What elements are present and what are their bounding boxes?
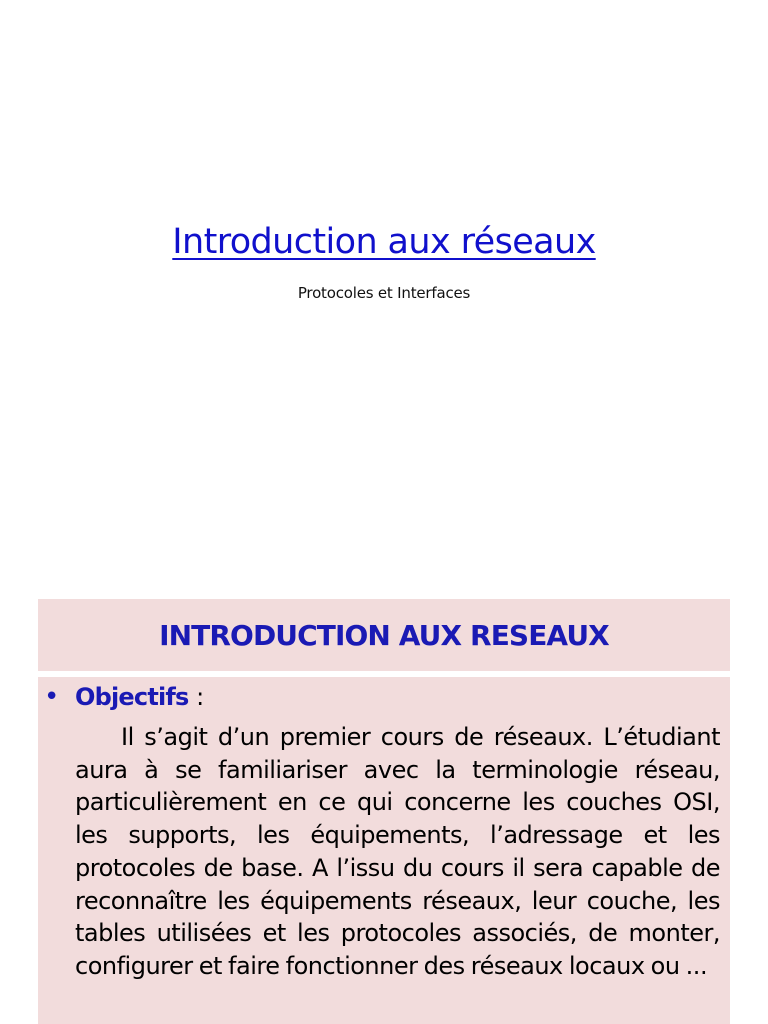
slide-body — [38, 677, 730, 1024]
bullet-icon: • — [44, 682, 60, 712]
objectives-label: Objectifs — [75, 683, 189, 711]
objectives-separator: : — [188, 683, 205, 711]
objectives-heading — [75, 681, 204, 713]
document-title: Introduction aux réseaux — [172, 222, 596, 262]
slide-header — [38, 599, 730, 671]
document-subtitle: Protocoles et Interfaces — [297, 284, 471, 302]
slide-panel — [38, 599, 730, 1024]
objectives-paragraph: Il s’agit d’un premier cours de réseaux. L’étudiant aura à se familiariser avec la terminologie réseau, particulièrement en ce qui concerne les couches OSI, les supports, les équipements, l’adressage et les protocoles de base. A l’issu du cours il sera capable de reconnaître les équipements réseaux, leur couche, les tables utilisées et les protocoles associés, de monter, configurer et faire fonctionner des réseaux locaux ou ... — [75, 723, 720, 980]
slide-heading: INTRODUCTION AUX RESEAUX — [159, 619, 609, 652]
